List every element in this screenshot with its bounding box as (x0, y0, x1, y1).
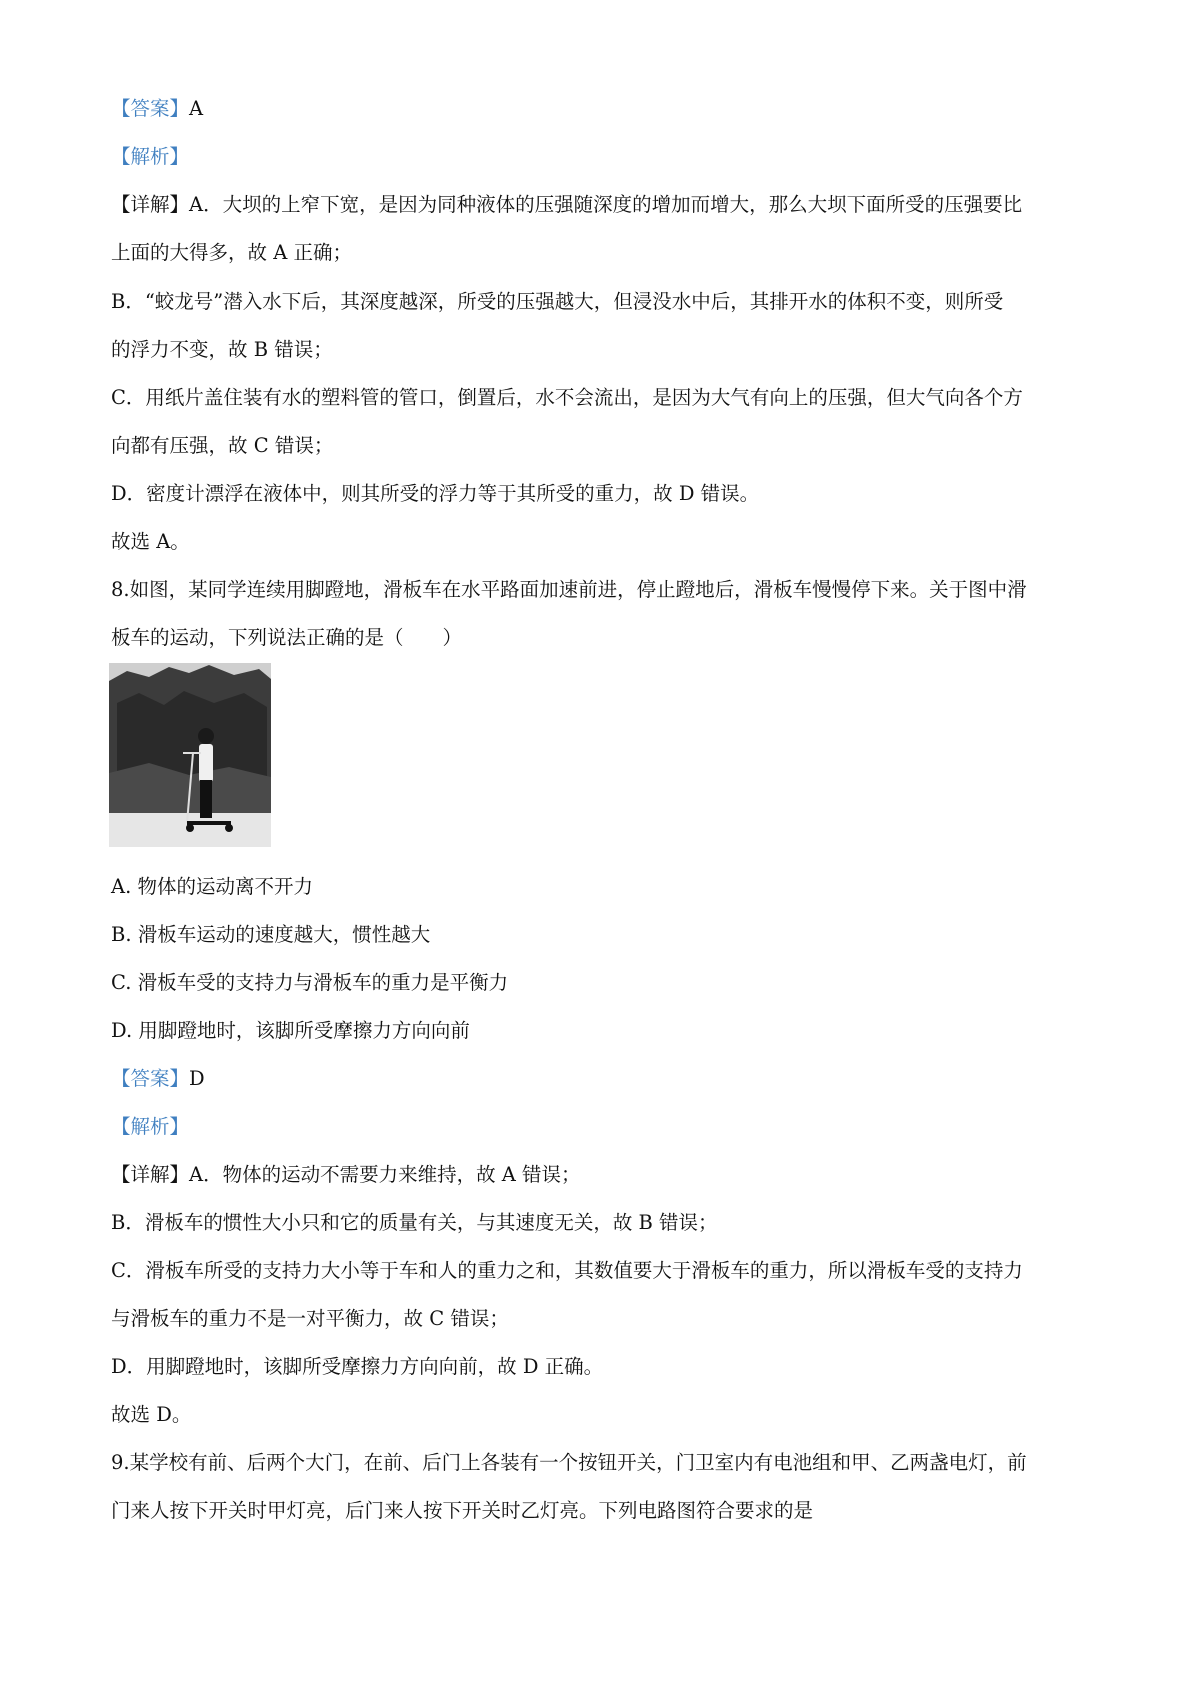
option-c: C. 滑板车受的支持力与滑板车的重力是平衡力 (111, 971, 509, 994)
detail-line: D．用脚蹬地时，该脚所受摩擦力方向向前，故 D 正确。 (111, 1355, 604, 1378)
analysis-tag: 【解析】 (111, 145, 190, 168)
answer-line (111, 1066, 1101, 1092)
answer-value: A (189, 97, 204, 120)
detail-line: 【详解】A．大坝的上窄下宽，是因为同种液体的压强随深度的增加而增大，那么大坝下面所受的压强要比 (111, 193, 1023, 216)
question-stem-line: 板车的运动，下列说法正确的是（ ） (111, 626, 463, 649)
option-b: B. 滑板车运动的速度越大，惯性越大 (111, 923, 431, 946)
detail-line: 与滑板车的重力不是一对平衡力，故 C 错误； (111, 1307, 509, 1330)
conclusion-line: 故选 D。 (111, 1403, 192, 1426)
answer-tag: 【答案】 (111, 97, 190, 120)
question-stem-line: 9.某学校有前、后两个大门，在前、后门上各装有一个按钮开关，门卫室内有电池组和甲、乙两盏电灯，前 (111, 1451, 1027, 1474)
detail-line: 向都有压强，故 C 错误； (111, 434, 334, 457)
detail-line: 的浮力不变，故 B 错误； (111, 338, 333, 361)
detail-line: D．密度计漂浮在液体中，则其所受的浮力等于其所受的重力，故 D 错误。 (111, 482, 760, 505)
detail-line: B．“蛟龙号”潜入水下后，其深度越深，所受的压强越大，但浸没水中后，其排开水的体积不变，则所受 (111, 290, 1004, 313)
answer-tag: 【答案】 (111, 1067, 190, 1090)
option-d: D. 用脚蹬地时，该脚所受摩擦力方向向前 (111, 1019, 470, 1042)
detail-line: B．滑板车的惯性大小只和它的质量有关，与其速度无关，故 B 错误； (111, 1211, 718, 1234)
detail-line: C．用纸片盖住装有水的塑料管的管口，倒置后，水不会流出，是因为大气有向上的压强，但大气向各个方 (111, 386, 1023, 409)
detail-line: C．滑板车所受的支持力大小等于车和人的重力之和，其数值要大于滑板车的重力，所以滑板车受的支持力 (111, 1259, 1023, 1282)
scooter-photo (109, 663, 271, 847)
option-a: A. 物体的运动离不开力 (111, 875, 313, 898)
detail-line: 上面的大得多，故 A 正确； (111, 241, 352, 264)
question-stem-line: 8.如图，某同学连续用脚蹬地，滑板车在水平路面加速前进，停止蹬地后，滑板车慢慢停下来。关于图中滑 (111, 578, 1027, 601)
answer-line (111, 96, 1101, 122)
answer-value: D (189, 1067, 205, 1090)
conclusion-line: 故选 A。 (111, 530, 190, 553)
detail-line: 【详解】A．物体的运动不需要力来维持，故 A 错误； (111, 1163, 581, 1186)
question-stem-line: 门来人按下开关时甲灯亮，后门来人按下开关时乙灯亮。下列电路图符合要求的是 (111, 1499, 814, 1522)
analysis-tag: 【解析】 (111, 1115, 190, 1138)
